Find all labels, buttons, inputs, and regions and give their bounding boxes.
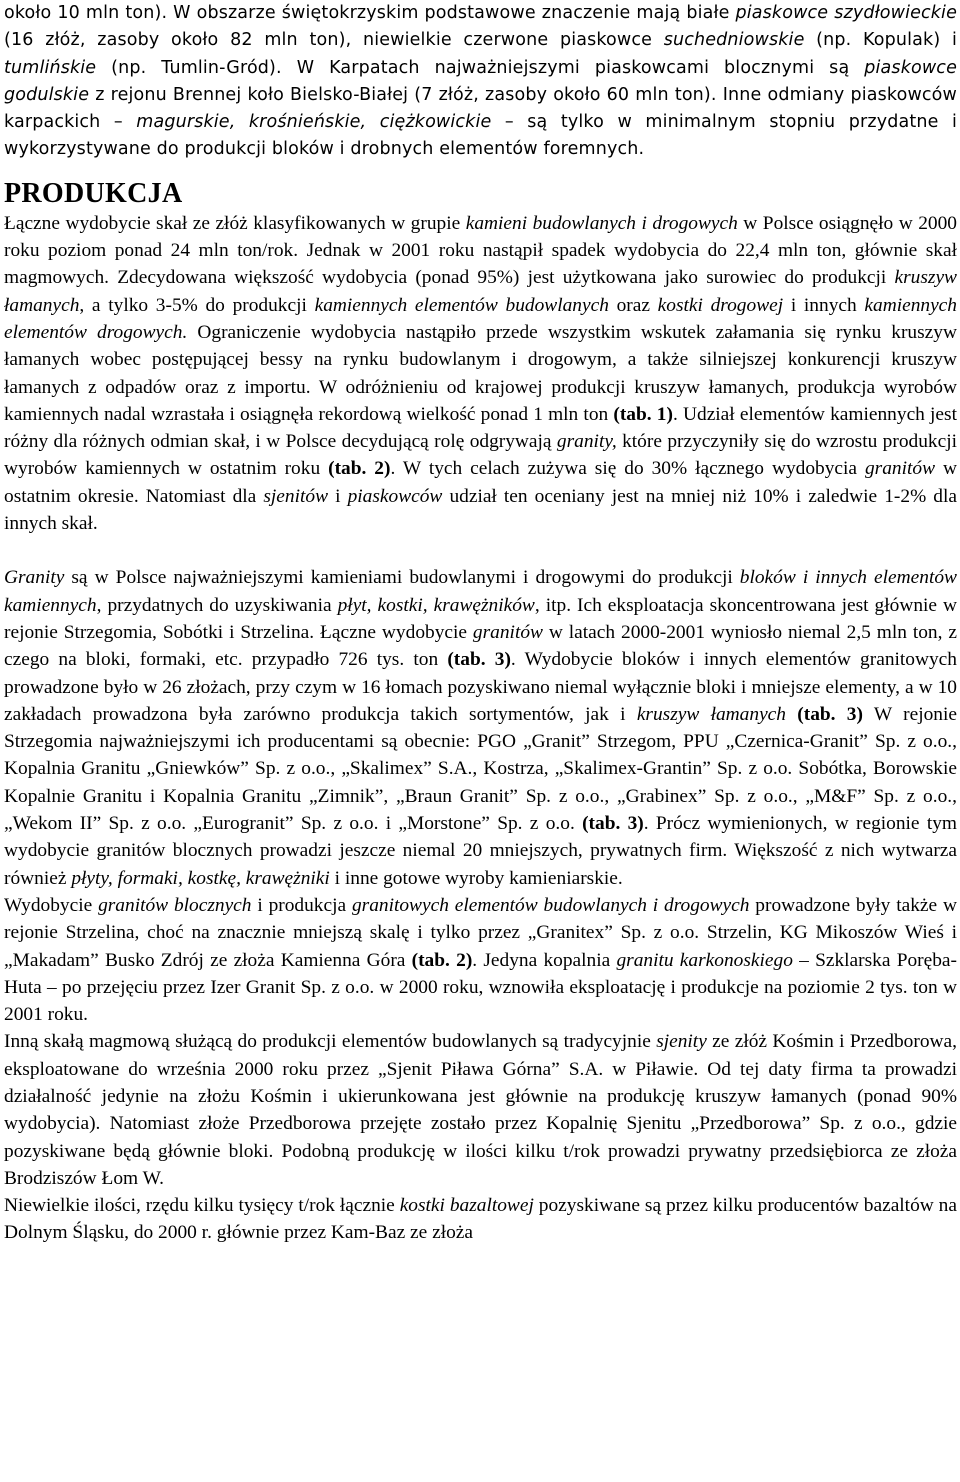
emphasis-text: piaskowców	[347, 485, 443, 507]
body-text: i innych	[783, 294, 865, 316]
body-text: i	[328, 485, 348, 507]
emphasis-text: płyt, kostki, krawężników	[337, 594, 535, 616]
body-text: – Szklarska Poręba-Huta – po przejęciu przez Izer Granit Sp. z o.o. w 2000 roku, wznowiła eksploatację i produkcje na poziomie 2 tys. ton w 2001 roku.	[4, 949, 957, 1026]
body-text: Łączne wydobycie skał ze złóż klasyfikowanych w grupie	[4, 212, 466, 234]
body-text: udział ten oceniany jest na mniej niż 10% i zaledwie 1-2% dla innych skał.	[4, 485, 957, 535]
body-text: . Wydobycie bloków i innych elementów granitowych prowadzone było w 26 złożach, przy czym w 16 łomach pozyskiwano niemal wyłącznie bloki i mniejsze elementy, a w 10 zakładach prowadzona była zarówno produkcja takich sortymentów, jak i	[4, 649, 957, 725]
paragraph-syenites	[4, 1028, 957, 1192]
section-heading	[4, 178, 957, 210]
emphasis-text: granitów blocznych	[98, 894, 252, 916]
body-text: około 10 mln ton). W obszarze świętokrzyskim podstawowe znaczenie mają białe	[4, 3, 736, 23]
body-text	[786, 704, 797, 725]
emphasis-text: kruszyw łamanych	[4, 267, 957, 316]
emphasis-text: bloków i innych elementów kamiennych	[4, 567, 957, 616]
body-text: Inną skałą magmową służącą do produkcji elementów budowlanych są tradycyjnie	[4, 1031, 657, 1053]
emphasis-text: kostki bazaltowej	[399, 1195, 534, 1217]
body-text: Wydobycie	[4, 894, 99, 916]
emphasis-text: granity,	[556, 431, 617, 453]
emphasis-text: granitowych elementów budowlanych i drogowych	[351, 894, 750, 916]
emphasis-text: płyty, formaki, kostkę, krawężniki	[71, 867, 330, 889]
body-text: . Prócz wymienionych, w regionie tym wydobycie granitów blocznych prowadzi jeszcze niemal 20 mniejszych, prywatnych firm. Większość z nich wytwarza również	[4, 813, 957, 889]
emphasis-text: piaskowce godulskie	[4, 57, 957, 105]
emphasis-text: piaskowce szydłowieckie	[735, 3, 957, 23]
emphasis-text: kostki drogowej	[657, 294, 784, 316]
body-text: PRODUKCJA	[4, 177, 183, 209]
body-text: – są tylko w minimalnym stopniu przydatne i wykorzystywane do produkcji bloków i drobnych elementów foremnych.	[4, 112, 958, 160]
body-text: . Jedyna kopalnia	[472, 949, 617, 971]
body-text: Niewielkie ilości, rzędu kilku tysięcy t/rok łącznie	[4, 1195, 400, 1217]
emphasis-text: sjenitów	[263, 485, 328, 507]
body-text: i inne gotowe wyroby kamieniarskie.	[329, 867, 623, 889]
emphasis-text: Granity	[4, 567, 65, 589]
paragraph-strzelin	[4, 892, 957, 1028]
table-reference: (tab. 3)	[447, 649, 511, 671]
paragraph-production	[4, 210, 957, 538]
emphasis-text: granitów	[472, 621, 543, 643]
body-text: pozyskiwane są przez kilku producentów bazaltów na Dolnym Śląsku, do 2000 r. głównie przez Kam-Baz ze złoża	[4, 1195, 957, 1244]
body-text: oraz	[608, 294, 658, 316]
emphasis-text: granitu karkonoskiego	[616, 949, 793, 971]
body-text: . W tych celach zużywa się do 30% łącznego wydobycia	[390, 458, 865, 480]
body-text: w ostatnim okresie. Natomiast dla	[4, 458, 957, 507]
body-text: . Udział elementów kamiennych jest różny dla różnych odmian skał, i w Polsce decydującą rolę odgrywają	[4, 403, 957, 453]
emphasis-text: tumlińskie	[4, 57, 97, 78]
body-text: , przydatnych do uzyskiwania	[96, 594, 338, 616]
table-reference: (tab. 2)	[411, 949, 473, 971]
body-text: (16 złóż, zasoby około 82 mln ton), niewielkie czerwone piaskowce	[4, 30, 664, 51]
body-text: W rejonie Strzegomia najważniejszymi ich producentami są obecnie: PGO „Granit” Strzegom, PPU „Czernica-Granit” Sp. z o.o., Kopalnia Granitu „Gniewków” Sp. z o.o., „Skalimex” S.A., Kostrza, „Skalimex-Grantin” Sp. z o.o. Sobótka, Borowskie Kopalnie Granitu i Kopalnia Granitu „Zimnik”, „Braun Granit” Sp. z o.o., „Grabinex” Sp. z o.o., „M&F” Sp. z o.o., „Wekom II” Sp. z o.o. „Eurogranit” Sp. z o.o. i „Morstone” Sp. z o.o.	[4, 703, 957, 835]
table-reference: (tab. 3)	[797, 703, 863, 725]
emphasis-text: kamieni budowlanych i drogowych	[465, 212, 738, 234]
emphasis-text: sjenity	[656, 1031, 707, 1053]
body-text: ze złóż Kośmin i Przedborowa, eksploatowane do września 2000 roku przez „Sjenit Piława Górna” S.A. w Piławie. Od tej daty firma ta prowadzi działalność jedynie na złożu Kośmin i ukierunkowana jest głównie na produkcję kruszyw łamanych (ponad 90% wydobycia). Natomiast złoże Przedborowa przejęte zostało przez Kopalnię Sjenitu „Przedborowa” Sp. z o.o., gdzie pozyskiwane będą głównie bloki. Podobną produkcję w ilości kilku t/rok prowadzi prywatny przedsiębiorca ze złoża Brodziszów Łom W.	[4, 1031, 957, 1189]
emphasis-text: suchedniowskie	[663, 30, 805, 51]
emphasis-text: granitów	[864, 458, 936, 480]
emphasis-text: kamiennych elementów budowlanych	[314, 294, 609, 316]
emphasis-text: kruszyw łamanych	[636, 703, 786, 725]
table-reference: (tab. 2)	[328, 458, 391, 480]
paragraph-sandstones	[4, 0, 957, 164]
body-text: (np. Kopulak) i	[804, 30, 957, 51]
body-text: , a tylko 3-5% do produkcji	[79, 294, 315, 316]
paragraph-basalt	[4, 1192, 957, 1247]
body-text: , itp. Ich eksploatacja skoncentrowana jest głównie w rejonie Strzegomia, Sobótki i Strzelina. Łączne wydobycie	[4, 594, 958, 643]
emphasis-text: kamiennych elementów drogowych.	[4, 294, 957, 343]
body-text: prowadzone były także w rejonie Strzelina, choć na znacznie mniejszą skalę i tylko przez „Granitex” Sp. z o.o. Strzelin, KG Mikoszów Wieś i „Makadam” Busko Zdrój ze złoża Kamienna Góra	[4, 894, 957, 971]
body-text: i produkcja	[251, 894, 352, 916]
body-text: Ograniczenie wydobycia nastąpiło przede wszystkim wskutek załamania się rynku kruszyw łamanych wobec postępującej bessy na rynku budowlanym i drogowym, a także silniejszej konkurencji kruszyw łamanych z odpadów oraz z importu. W odróżnieniu od krajowej produkcji kruszyw łamanych, produkcja wyrobów kamiennych nadal wzrastała i osiągnęła rekordową wielkość ponad 1 mln ton	[4, 321, 957, 425]
body-text: które przyczyniły się do wzrostu produkcji wyrobów kamiennych w ostatnim roku	[4, 431, 957, 480]
body-text: z rejonu Brennej koło Bielsko-Białej (7 złóż, zasoby około 60 mln ton). Inne odmiany piaskowców karpackich –	[4, 84, 957, 133]
body-text: są w Polsce najważniejszymi kamieniami budowlanymi i drogowymi do produkcji	[64, 567, 740, 589]
table-reference: (tab. 3)	[582, 813, 644, 835]
paragraph-granites	[4, 564, 957, 892]
body-text: w latach 2000-2001 wyniosło niemal 2,5 mln ton, z czego na bloki, formaki, etc. przypadło 726 tys. ton	[4, 621, 957, 671]
table-reference: (tab. 1)	[613, 403, 673, 425]
emphasis-text: magurskie, krośnieńskie, ciężkowickie	[136, 112, 492, 133]
body-text: (np. Tumlin-Gród). W Karpatach najważniejszymi piaskowcami blocznymi są	[96, 57, 865, 78]
body-text: w Polsce osiągnęło w 2000 roku poziom ponad 24 mln ton/rok. Jednak w 2001 roku nastąpił spadek wydobycia do 22,4 mln ton, głównie skał magmowych. Zdecydowana większość wydobycia (ponad 95%) jest użytkowana jako surowiec do produkcji	[4, 212, 957, 289]
